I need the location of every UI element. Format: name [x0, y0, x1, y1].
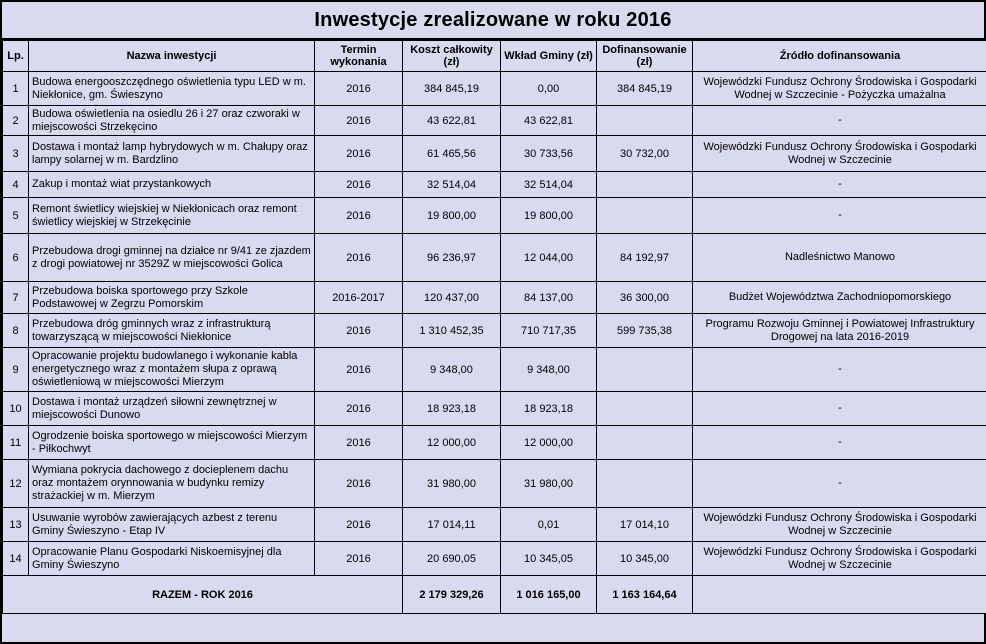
header-cost: Koszt całkowity (zł) — [403, 41, 501, 72]
row-dof — [597, 106, 693, 136]
row-term: 2016 — [315, 542, 403, 576]
row-dof: 10 345,00 — [597, 542, 693, 576]
row-src: - — [693, 198, 986, 234]
row-term: 2016 — [315, 136, 403, 172]
row-gmina: 18 923,18 — [501, 392, 597, 426]
row-dof: 599 735,38 — [597, 314, 693, 348]
table-row — [3, 282, 986, 314]
row-src: Budżet Województwa Zachodniopomorskiego — [693, 282, 986, 314]
row-lp: 2 — [3, 106, 29, 136]
header-row — [3, 41, 986, 72]
row-name: Usuwanie wyrobów zawierających azbest z terenu Gminy Świeszyno - Etap IV — [29, 508, 315, 542]
row-dof — [597, 348, 693, 392]
row-gmina: 12 044,00 — [501, 234, 597, 282]
header-dof: Dofinansowanie (zł) — [597, 41, 693, 72]
row-cost: 43 622,81 — [403, 106, 501, 136]
investments-table — [2, 40, 986, 614]
row-src: - — [693, 348, 986, 392]
row-gmina: 10 345,05 — [501, 542, 597, 576]
row-gmina: 19 800,00 — [501, 198, 597, 234]
row-gmina: 31 980,00 — [501, 460, 597, 508]
row-cost: 31 980,00 — [403, 460, 501, 508]
row-term: 2016 — [315, 72, 403, 106]
row-name: Remont świetlicy wiejskiej w Niekłonicach oraz remont świetlicy wiejskiej w Strzekęcinie — [29, 198, 315, 234]
header-lp: Lp. — [3, 41, 29, 72]
row-src: Nadleśnictwo Manowo — [693, 234, 986, 282]
row-cost: 1 310 452,35 — [403, 314, 501, 348]
row-gmina: 710 717,35 — [501, 314, 597, 348]
row-name: Opracowanie projektu budowlanego i wykonanie kabla energetycznego wraz z montażem słupa z oprawą oświetleniową w miejscowości Mierzym — [29, 348, 315, 392]
row-cost: 61 465,56 — [403, 136, 501, 172]
row-name: Budowa energooszczędnego oświetlenia typu LED w m. Niekłonice, gm. Świeszyno — [29, 72, 315, 106]
row-name: Ogrodzenie boiska sportowego w miejscowości Mierzym - Piłkochwyt — [29, 426, 315, 460]
row-term: 2016 — [315, 172, 403, 198]
row-term: 2016 — [315, 392, 403, 426]
table-row — [3, 198, 986, 234]
row-gmina: 84 137,00 — [501, 282, 597, 314]
row-cost: 96 236,97 — [403, 234, 501, 282]
row-term: 2016 — [315, 234, 403, 282]
total-cost: 2 179 329,26 — [403, 576, 501, 614]
table-row — [3, 348, 986, 392]
row-cost: 17 014,11 — [403, 508, 501, 542]
header-gmina: Wkład Gminy (zł) — [501, 41, 597, 72]
row-gmina: 9 348,00 — [501, 348, 597, 392]
row-src: Wojewódzki Fundusz Ochrony Środowiska i Gospodarki Wodnej w Szczecinie — [693, 542, 986, 576]
row-src: - — [693, 172, 986, 198]
page-title: Inwestycje zrealizowane w roku 2016 — [2, 2, 984, 40]
row-cost: 19 800,00 — [403, 198, 501, 234]
row-dof: 36 300,00 — [597, 282, 693, 314]
row-lp: 12 — [3, 460, 29, 508]
row-term: 2016-2017 — [315, 282, 403, 314]
row-cost: 18 923,18 — [403, 392, 501, 426]
table-row — [3, 460, 986, 508]
row-src: - — [693, 392, 986, 426]
row-term: 2016 — [315, 314, 403, 348]
row-name: Budowa oświetlenia na osiedlu 26 i 27 oraz czworaki w miejscowości Strzekęcino — [29, 106, 315, 136]
header-name: Nazwa inwestycji — [29, 41, 315, 72]
row-lp: 10 — [3, 392, 29, 426]
total-gmina: 1 016 165,00 — [501, 576, 597, 614]
row-gmina: 0,00 — [501, 72, 597, 106]
table-row — [3, 426, 986, 460]
row-term: 2016 — [315, 106, 403, 136]
row-cost: 120 437,00 — [403, 282, 501, 314]
row-lp: 7 — [3, 282, 29, 314]
header-src: Źródło dofinansowania — [693, 41, 986, 72]
row-dof: 384 845,19 — [597, 72, 693, 106]
row-src: Wojewódzki Fundusz Ochrony Środowiska i Gospodarki Wodnej w Szczecinie — [693, 136, 986, 172]
row-lp: 5 — [3, 198, 29, 234]
row-term: 2016 — [315, 426, 403, 460]
row-cost: 12 000,00 — [403, 426, 501, 460]
row-lp: 11 — [3, 426, 29, 460]
row-src: Wojewódzki Fundusz Ochrony Środowiska i Gospodarki Wodnej w Szczecinie — [693, 508, 986, 542]
row-name: Zakup i montaż wiat przystankowych — [29, 172, 315, 198]
row-name: Dostawa i montaż lamp hybrydowych w m. Chałupy oraz lampy solarnej w m. Bardzlino — [29, 136, 315, 172]
row-dof — [597, 198, 693, 234]
row-lp: 14 — [3, 542, 29, 576]
row-name: Wymiana pokrycia dachowego z docieplenem dachu oraz montażem orynnowania w budynku remizy strażackiej w m. Mierzym — [29, 460, 315, 508]
row-term: 2016 — [315, 348, 403, 392]
table-row — [3, 508, 986, 542]
row-cost: 384 845,19 — [403, 72, 501, 106]
row-gmina: 0,01 — [501, 508, 597, 542]
total-label: RAZEM - ROK 2016 — [3, 576, 403, 614]
header-term: Termin wykonania — [315, 41, 403, 72]
table-row — [3, 172, 986, 198]
row-gmina: 12 000,00 — [501, 426, 597, 460]
row-name: Przebudowa drogi gminnej na działce nr 9/41 ze zjazdem z drogi powiatowej nr 3529Z w miejscowości Golica — [29, 234, 315, 282]
row-gmina: 30 733,56 — [501, 136, 597, 172]
row-name: Przebudowa dróg gminnych wraz z infrastrukturą towarzyszącą w miejscowości Niekłonice — [29, 314, 315, 348]
row-dof: 17 014,10 — [597, 508, 693, 542]
total-src — [693, 576, 986, 614]
row-name: Dostawa i montaż urządzeń siłowni zewnętrznej w miejscowości Dunowo — [29, 392, 315, 426]
table-row — [3, 234, 986, 282]
row-dof: 30 732,00 — [597, 136, 693, 172]
row-lp: 1 — [3, 72, 29, 106]
row-cost: 32 514,04 — [403, 172, 501, 198]
row-src: Programu Rozwoju Gminnej i Powiatowej Infrastruktury Drogowej na lata 2016-2019 — [693, 314, 986, 348]
row-dof — [597, 460, 693, 508]
row-gmina: 32 514,04 — [501, 172, 597, 198]
row-gmina: 43 622,81 — [501, 106, 597, 136]
row-term: 2016 — [315, 508, 403, 542]
table-row — [3, 72, 986, 106]
row-lp: 8 — [3, 314, 29, 348]
total-dof: 1 163 164,64 — [597, 576, 693, 614]
row-name: Przebudowa boiska sportowego przy Szkole Podstawowej w Zegrzu Pomorskim — [29, 282, 315, 314]
table-row — [3, 392, 986, 426]
row-dof — [597, 426, 693, 460]
row-src: - — [693, 426, 986, 460]
row-src: - — [693, 460, 986, 508]
row-lp: 3 — [3, 136, 29, 172]
table-row — [3, 136, 986, 172]
row-name: Opracowanie Planu Gospodarki Niskoemisyjnej dla Gminy Świeszyno — [29, 542, 315, 576]
row-lp: 6 — [3, 234, 29, 282]
row-term: 2016 — [315, 198, 403, 234]
total-row — [3, 576, 986, 614]
row-src: Wojewódzki Fundusz Ochrony Środowiska i Gospodarki Wodnej w Szczecinie - Pożyczka umażalna — [693, 72, 986, 106]
row-lp: 13 — [3, 508, 29, 542]
row-cost: 9 348,00 — [403, 348, 501, 392]
row-dof — [597, 392, 693, 426]
row-dof: 84 192,97 — [597, 234, 693, 282]
row-src: - — [693, 106, 986, 136]
row-lp: 9 — [3, 348, 29, 392]
row-lp: 4 — [3, 172, 29, 198]
row-cost: 20 690,05 — [403, 542, 501, 576]
table-row — [3, 314, 986, 348]
row-dof — [597, 172, 693, 198]
table-row — [3, 542, 986, 576]
row-term: 2016 — [315, 460, 403, 508]
table-row — [3, 106, 986, 136]
